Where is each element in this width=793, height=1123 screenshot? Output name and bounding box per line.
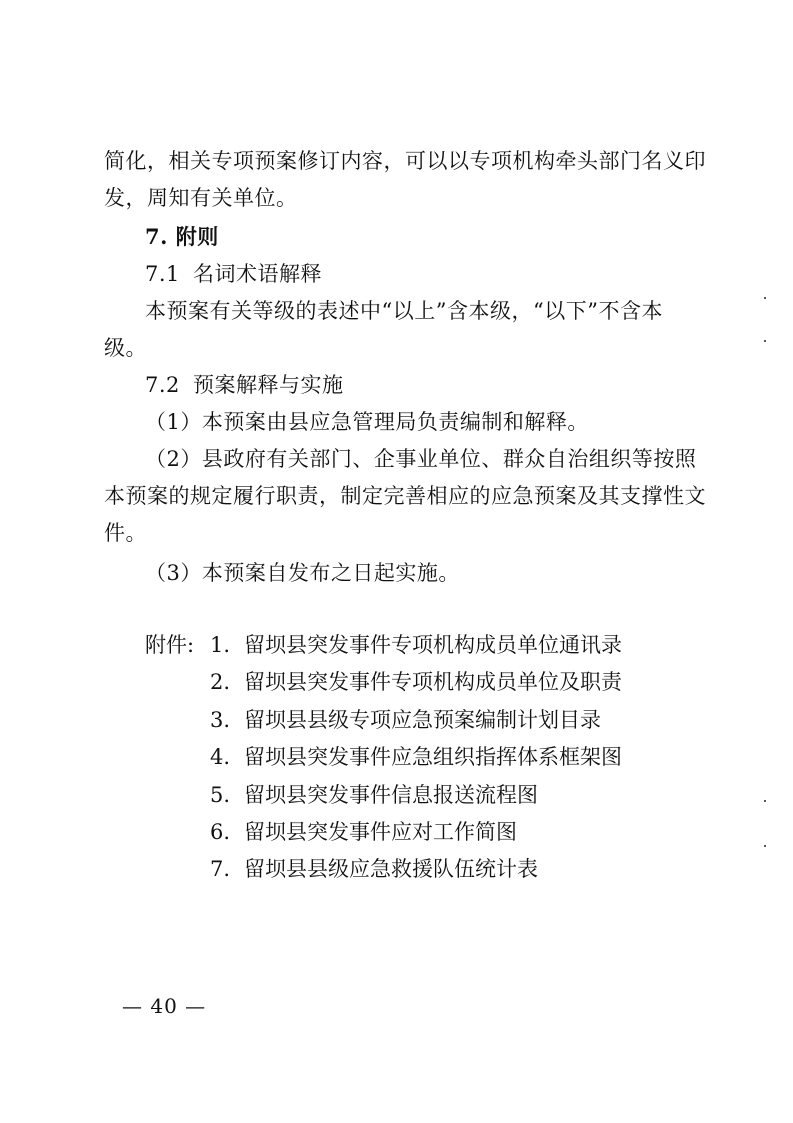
scan-mark <box>764 845 766 847</box>
attachments-label: 附件: <box>145 633 195 657</box>
list-item-2-line: 本预案的规定履行职责，制定完善相应的应急预案及其支撑性文 <box>104 484 706 508</box>
page-number: — 40 — <box>122 994 207 1018</box>
paragraph-line: 本预案有关等级的表述中“以上”含本级，“以下”不含本 <box>145 299 663 323</box>
list-item-2-line: （2）县政府有关部门、企事业单位、群众自治组织等按照 <box>145 447 697 471</box>
attachment-number: 5. <box>210 783 231 807</box>
section-number: 7.1 <box>145 262 180 286</box>
section-heading-7-2 <box>145 371 344 399</box>
section-number: 7.2 <box>145 373 180 397</box>
attachment-number: 6. <box>210 820 231 844</box>
attachment-number: 4. <box>210 745 231 769</box>
attachment-number: 1. <box>210 633 231 657</box>
attachment-title: 留坝县突发事件专项机构成员单位通讯录 <box>244 633 622 657</box>
section-heading-7: 7. 附则 <box>145 224 219 249</box>
section-title: 预案解释与实施 <box>193 373 344 397</box>
attachment-number: 3. <box>210 708 231 732</box>
attachment-number: 7. <box>210 857 231 881</box>
attachment-title: 留坝县县级应急救援队伍统计表 <box>244 857 538 881</box>
attachment-number: 2. <box>210 670 231 694</box>
attachment-item <box>210 855 538 883</box>
scan-mark <box>764 340 766 342</box>
attachment-title: 留坝县突发事件专项机构成员单位及职责 <box>244 670 622 694</box>
attachment-item <box>210 818 517 846</box>
attachment-item <box>210 743 622 771</box>
scan-mark <box>764 800 766 802</box>
list-item-3: （3）本预案自发布之日起实施。 <box>145 561 460 585</box>
attachment-item <box>210 781 538 809</box>
paragraph-line: 简化，相关专项预案修订内容，可以以专项机构牵头部门名义印 <box>104 149 706 173</box>
attachment-title: 留坝县突发事件应对工作简图 <box>244 820 517 844</box>
attachment-title: 留坝县突发事件应急组织指挥体系框架图 <box>244 745 622 769</box>
attachment-item <box>210 631 622 659</box>
list-item-1: （1）本预案由县应急管理局负责编制和解释。 <box>145 410 589 434</box>
section-title: 名词术语解释 <box>193 262 322 286</box>
attachment-title: 留坝县突发事件信息报送流程图 <box>244 783 538 807</box>
list-item-2-line: 件。 <box>104 521 147 545</box>
paragraph-line: 级。 <box>104 336 147 360</box>
section-heading-7-1 <box>145 260 322 288</box>
attachment-item <box>210 668 622 696</box>
attachment-title: 留坝县县级专项应急预案编制计划目录 <box>244 708 601 732</box>
attachment-item <box>210 706 601 734</box>
scan-mark <box>764 297 766 299</box>
paragraph-line: 发，周知有关单位。 <box>104 186 298 210</box>
